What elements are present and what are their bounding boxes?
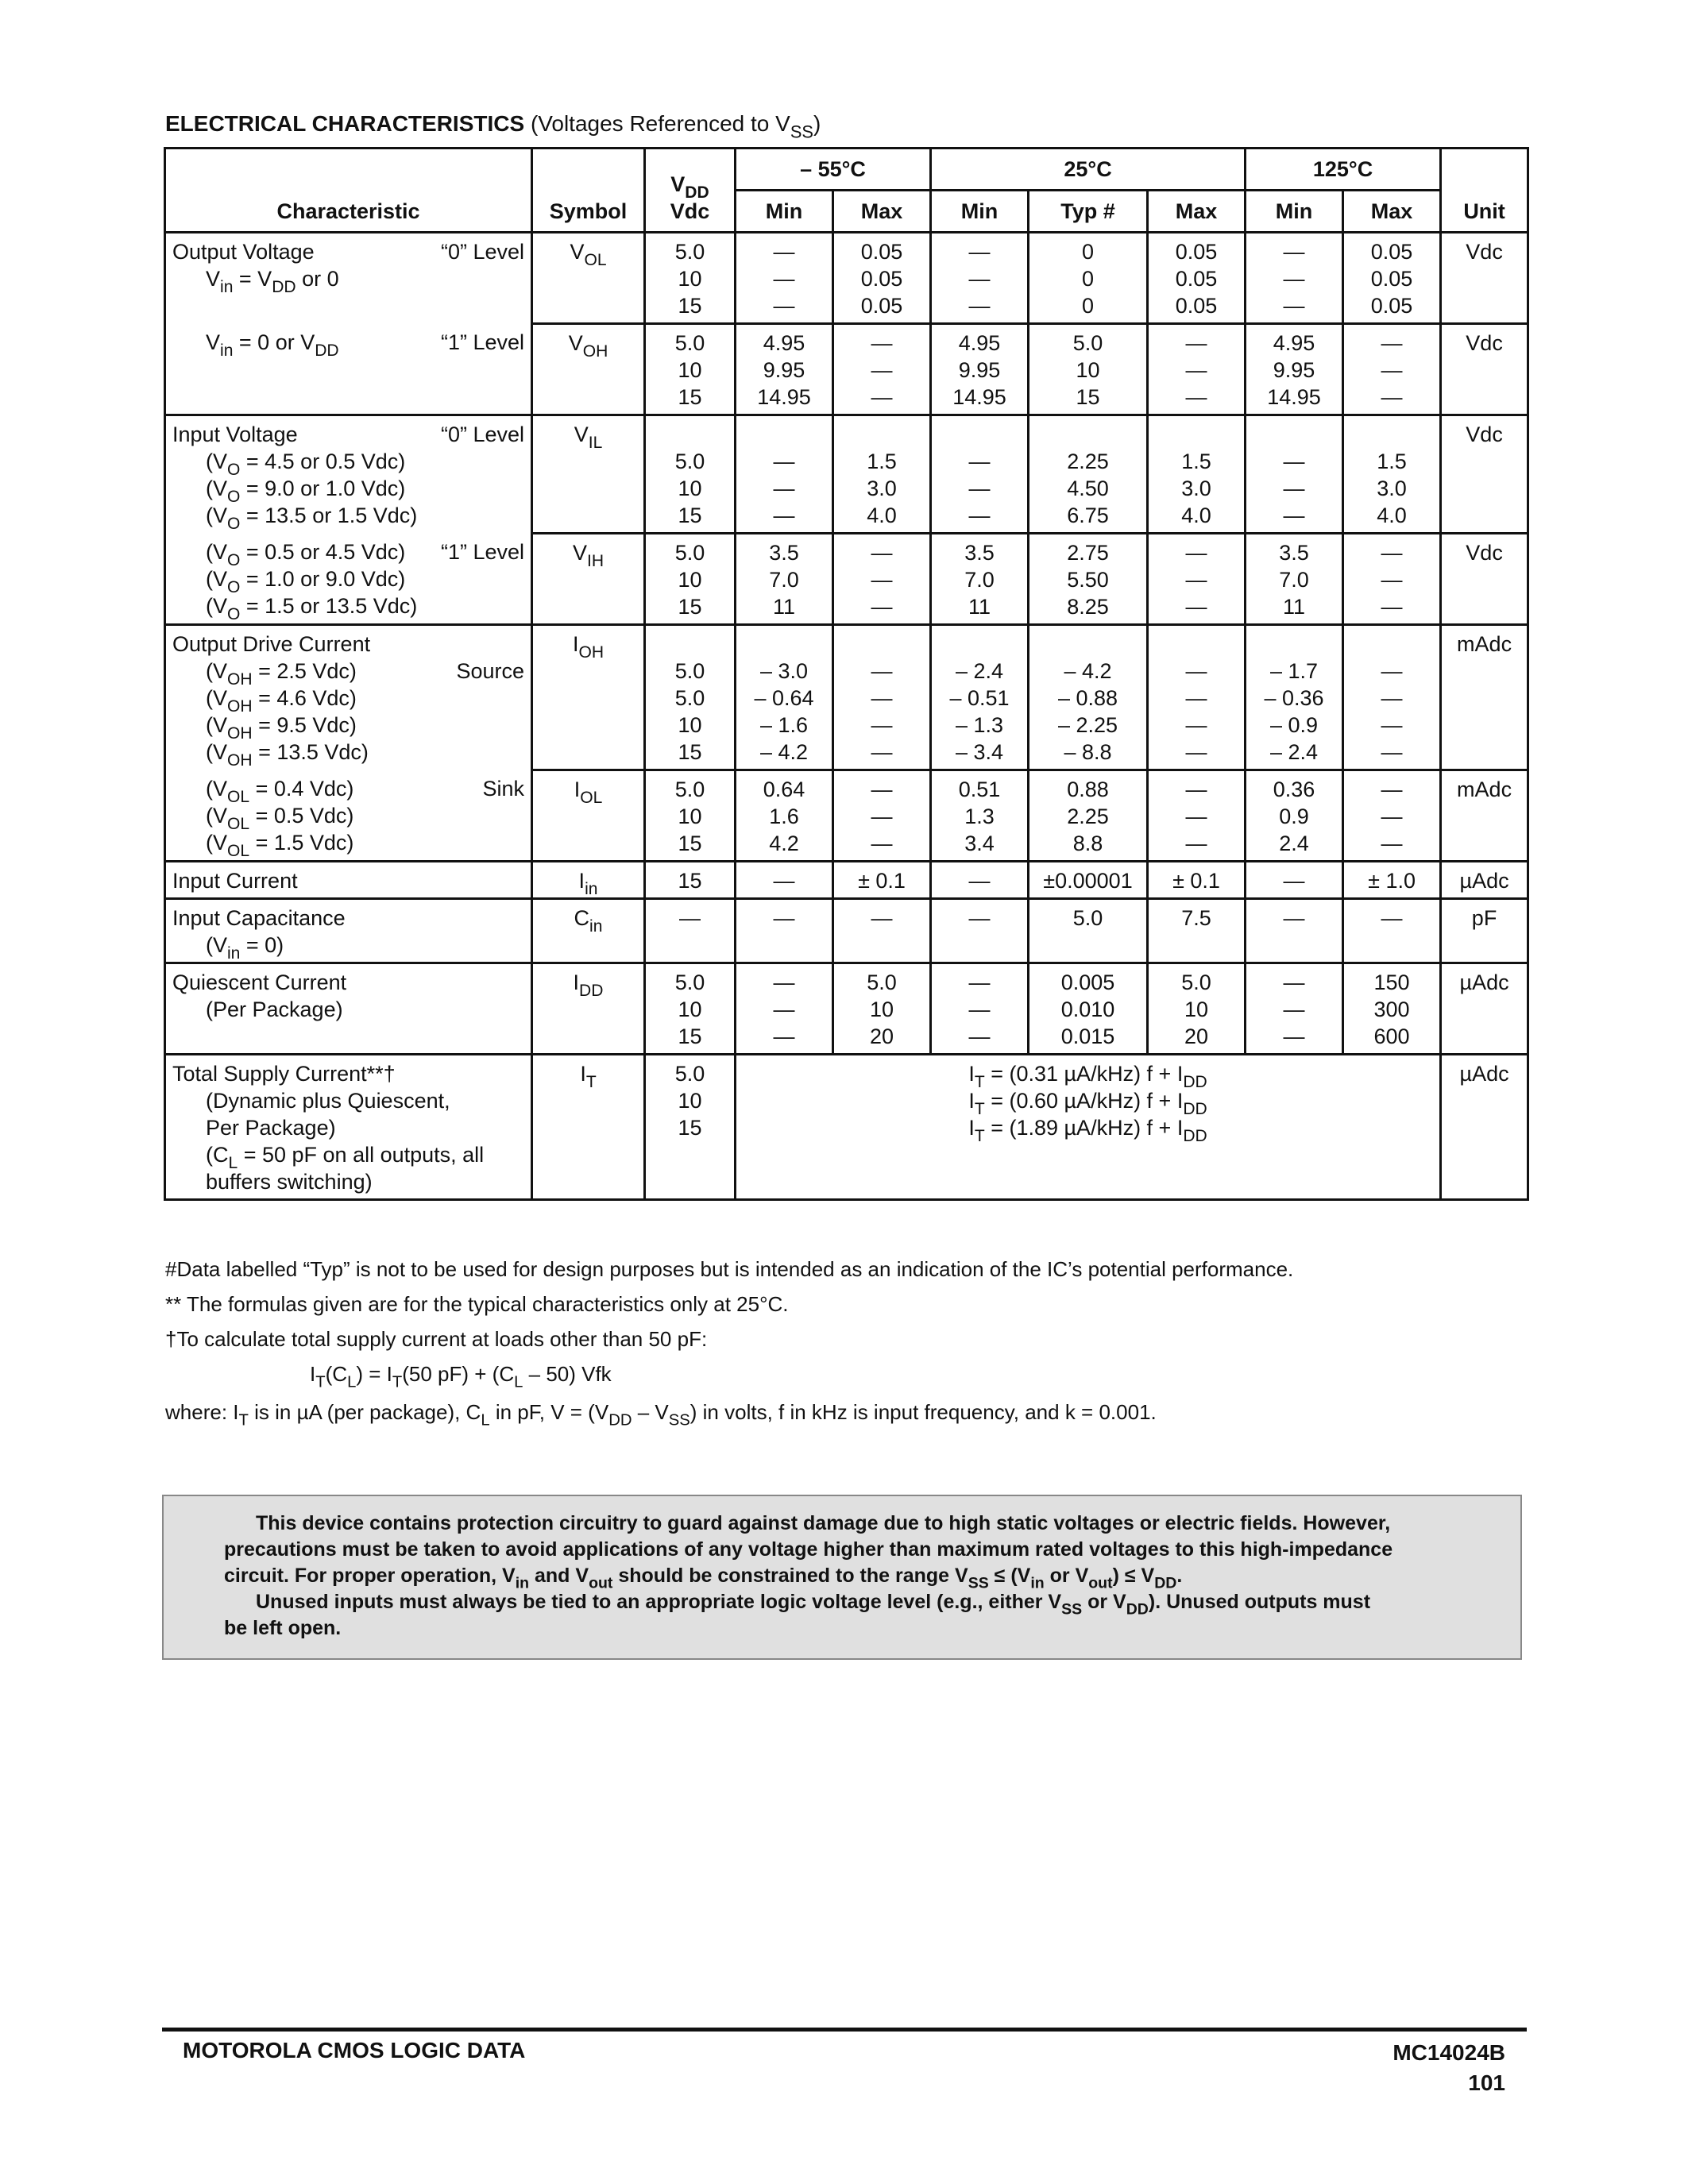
- header-vdd: $V_{DD}$ Vdc: [645, 149, 736, 233]
- value-cell: — — —: [931, 233, 1029, 324]
- row-label: Quiescent Current (Per Package): [165, 963, 532, 1055]
- value-cell: — — —: [833, 324, 931, 415]
- vdd-cell: 5.0 10 15: [645, 770, 736, 862]
- symbol-cell: $V_{OH}$: [532, 324, 645, 415]
- symbol-cell: $I_{OH}$: [532, 625, 645, 770]
- symbol-cell: $V_{OL}$: [532, 233, 645, 324]
- unit-cell: mAdc: [1441, 625, 1528, 770]
- value-cell: 0.005 0.010 0.015: [1029, 963, 1148, 1055]
- value-cell: – 3.0 – 0.64 – 1.6 – 4.2: [736, 625, 833, 770]
- row-label: Total Supply Current**† (Dynamic plus Quiescent, Per Package) ($C_L = 50$ pF on all outputs, all buffers switching): [165, 1055, 532, 1200]
- value-cell: — — —: [1246, 963, 1343, 1055]
- table-row: [165, 534, 1528, 625]
- header-typ: Typ #: [1029, 191, 1148, 233]
- value-cell: 2.25 4.50 6.75: [1029, 415, 1148, 534]
- value-cell: 4.95 9.95 14.95: [736, 324, 833, 415]
- value-cell: —: [1246, 899, 1343, 963]
- unit-cell: µAdc: [1441, 963, 1528, 1055]
- vdd-cell: —: [645, 899, 736, 963]
- value-cell: 3.5 7.0 11: [931, 534, 1029, 625]
- value-cell: — — — —: [833, 625, 931, 770]
- header-max: Max: [1148, 191, 1246, 233]
- row-label: Input Capacitance $(V_{in} = 0)$: [165, 899, 532, 963]
- value-cell: 7.5: [1148, 899, 1246, 963]
- footnote-equation: $I_T(C_L) = I_T(50$ $pF) + (C_L - 50)$ Vfk: [310, 1362, 612, 1391]
- vdd-cell: 5.0 10 15: [645, 415, 736, 534]
- symbol-cell: $I_{DD}$: [532, 963, 645, 1055]
- value-cell: 0.64 1.6 4.2: [736, 770, 833, 862]
- symbol-cell: $C_{in}$: [532, 899, 645, 963]
- value-cell: — — —: [736, 963, 833, 1055]
- row-label: Input Voltage “0” Level ($V_O = 4.5$ or 0.5 Vdc) ($V_O = 9.0$ or 1.0 Vdc) ($V_O = 13.5$ or 1.5 Vdc): [165, 415, 532, 534]
- value-cell: 1.5 3.0 4.0: [1148, 415, 1246, 534]
- value-cell: 0.88 2.25 8.8: [1029, 770, 1148, 862]
- unit-cell: mAdc: [1441, 770, 1528, 862]
- value-cell: 0.51 1.3 3.4: [931, 770, 1029, 862]
- value-cell: — — —: [1343, 324, 1441, 415]
- table-row: [165, 625, 1528, 770]
- table-title: ELECTRICAL CHARACTERISTICS (Voltages Referenced to $V_{SS}$): [165, 111, 821, 142]
- value-cell: — — —: [1148, 770, 1246, 862]
- value-cell: —: [833, 899, 931, 963]
- header-unit: Unit: [1441, 149, 1528, 233]
- table-row: [165, 415, 1528, 534]
- value-cell: 2.75 5.50 8.25: [1029, 534, 1148, 625]
- value-cell: — — —: [833, 770, 931, 862]
- header-temp-minus55: – 55°C: [736, 149, 931, 191]
- value-cell: 4.95 9.95 14.95: [1246, 324, 1343, 415]
- table-row: [165, 233, 1528, 324]
- value-cell: 0.36 0.9 2.4: [1246, 770, 1343, 862]
- value-cell: 0 0 0: [1029, 233, 1148, 324]
- row-label: Output Drive Current ($V_{OH} = 2.5$ Vdc) Source ($V_{OH} = 4.6$ Vdc) ($V_{OH} = 9.5$ Vdc) ($V_{OH} = 13.5$ Vdc): [165, 625, 532, 770]
- header-temp-25: 25°C: [931, 149, 1246, 191]
- handling-warning-box: [162, 1495, 1522, 1660]
- unit-cell: Vdc: [1441, 324, 1528, 415]
- value-cell: ±0.00001: [1029, 862, 1148, 899]
- footnote-where: where: $I_T$ is in µA (per package), $C_L$ in pF, $V = (V_{DD} - V_{SS})$ in volts, f in kHz is input frequency, and k = 0.001.: [165, 1400, 1157, 1430]
- value-cell: — — —: [1148, 324, 1246, 415]
- symbol-cell: $I_T$: [532, 1055, 645, 1200]
- value-cell: — — —: [931, 415, 1029, 534]
- symbol-cell: $V_{IL}$: [532, 415, 645, 534]
- value-cell: — — — —: [1148, 625, 1246, 770]
- symbol-cell: $I_{in}$: [532, 862, 645, 899]
- value-cell: — — — —: [1343, 625, 1441, 770]
- value-cell: 1.5 3.0 4.0: [833, 415, 931, 534]
- unit-cell: µAdc: [1441, 862, 1528, 899]
- value-cell: 5.0 10 20: [833, 963, 931, 1055]
- symbol-cell: $I_{OL}$: [532, 770, 645, 862]
- formula-cell: $I_T = (0.31$ µA/kHz) $f + I_{DD}$ $I_T = (0.60$ µA/kHz) $f + I_{DD}$ $I_T = (1.89$ µA/kHz) $f + I_{DD}$: [736, 1055, 1441, 1200]
- footer-part-number: MC14024B: [1393, 2040, 1505, 2065]
- vdd-cell: 5.0 10 15: [645, 1055, 736, 1200]
- value-cell: — — —: [1246, 415, 1343, 534]
- table-row: [165, 770, 1528, 862]
- footnote-calc: †To calculate total supply current at loads other than 50 pF:: [165, 1327, 708, 1351]
- table-row: [165, 899, 1528, 963]
- value-cell: — — —: [931, 963, 1029, 1055]
- value-cell: — — —: [1343, 770, 1441, 862]
- row-label: Input Current: [165, 862, 532, 899]
- header-max: Max: [1343, 191, 1441, 233]
- row-label: $V_{in} = 0$ or $V_{DD}$ “1” Level: [165, 324, 532, 415]
- footer-part-page: [1393, 2038, 1505, 2098]
- warning-paragraph-1: This device contains protection circuitry to guard against damage due to high static voltages or electric fields. However, precautions must be taken to avoid applications of any voltage higher than maximum rated voltages to this high-impedance circuit. For proper operation, $V_{in}$ and $V_{out}$ should be constrained to the range $V_{SS} \le (V_{in}$ or $V_{out}) \le V_{DD}$.: [224, 1512, 1393, 1592]
- table-row: [165, 324, 1528, 415]
- footnote-formula: ** The formulas given are for the typical characteristics only at 25°C.: [165, 1292, 789, 1316]
- header-min: Min: [931, 191, 1029, 233]
- symbol-cell: $V_{IH}$: [532, 534, 645, 625]
- value-cell: – 1.7 – 0.36 – 0.9 – 2.4: [1246, 625, 1343, 770]
- value-cell: —: [736, 862, 833, 899]
- value-cell: 5.0 10 20: [1148, 963, 1246, 1055]
- value-cell: 0.05 0.05 0.05: [1343, 233, 1441, 324]
- value-cell: 0.05 0.05 0.05: [833, 233, 931, 324]
- unit-cell: pF: [1441, 899, 1528, 963]
- electrical-characteristics-table: [164, 147, 1529, 1201]
- value-cell: ± 1.0: [1343, 862, 1441, 899]
- value-cell: —: [931, 862, 1029, 899]
- vdd-cell: 15: [645, 862, 736, 899]
- table-row: [165, 862, 1528, 899]
- vdd-cell: 5.0 10 15: [645, 233, 736, 324]
- value-cell: 4.95 9.95 14.95: [931, 324, 1029, 415]
- value-cell: —: [1246, 862, 1343, 899]
- unit-cell: Vdc: [1441, 415, 1528, 534]
- value-cell: —: [1343, 899, 1441, 963]
- value-cell: — — —: [1246, 233, 1343, 324]
- value-cell: 3.5 7.0 11: [1246, 534, 1343, 625]
- header-max: Max: [833, 191, 931, 233]
- value-cell: – 4.2 – 0.88 – 2.25 – 8.8: [1029, 625, 1148, 770]
- unit-cell: Vdc: [1441, 233, 1528, 324]
- header-characteristic: Characteristic: [165, 149, 532, 233]
- value-cell: —: [736, 899, 833, 963]
- vdd-cell: 5.0 10 15: [645, 534, 736, 625]
- row-label: ($V_{OL} = 0.4$ Vdc) Sink ($V_{OL} = 0.5$ Vdc) ($V_{OL} = 1.5$ Vdc): [165, 770, 532, 862]
- value-cell: — — —: [736, 415, 833, 534]
- value-cell: — — —: [1343, 534, 1441, 625]
- value-cell: ± 0.1: [1148, 862, 1246, 899]
- row-label: ($V_O = 0.5$ or 4.5 Vdc) “1” Level ($V_O = 1.0$ or 9.0 Vdc) ($V_O = 1.5$ or 13.5 Vdc): [165, 534, 532, 625]
- value-cell: 5.0 10 15: [1029, 324, 1148, 415]
- value-cell: — — —: [1148, 534, 1246, 625]
- warning-paragraph-2: Unused inputs must always be tied to an appropriate logic voltage level (e.g., either $V_{SS}$ or $V_{DD}$). Unused outputs must be left open.: [224, 1591, 1371, 1639]
- value-cell: – 2.4 – 0.51 – 1.3 – 3.4: [931, 625, 1029, 770]
- unit-cell: Vdc: [1441, 534, 1528, 625]
- footer-divider: [162, 2028, 1527, 2032]
- header-symbol: Symbol: [532, 149, 645, 233]
- table-row: [165, 963, 1528, 1055]
- unit-cell: µAdc: [1441, 1055, 1528, 1200]
- footer-page-number: 101: [1468, 2070, 1505, 2095]
- value-cell: 3.5 7.0 11: [736, 534, 833, 625]
- header-min: Min: [736, 191, 833, 233]
- value-cell: 5.0: [1029, 899, 1148, 963]
- header-min: Min: [1246, 191, 1343, 233]
- value-cell: 1.5 3.0 4.0: [1343, 415, 1441, 534]
- value-cell: —: [931, 899, 1029, 963]
- value-cell: ± 0.1: [833, 862, 931, 899]
- footnote-typ: #Data labelled “Typ” is not to be used for design purposes but is intended as an indication of the IC’s potential performance.: [165, 1257, 1294, 1281]
- value-cell: — — —: [833, 534, 931, 625]
- vdd-cell: 5.0 10 15: [645, 324, 736, 415]
- footer-publication: MOTOROLA CMOS LOGIC DATA: [183, 2038, 526, 2062]
- table-row: [165, 1055, 1528, 1200]
- value-cell: 0.05 0.05 0.05: [1148, 233, 1246, 324]
- vdd-cell: 5.0 5.0 10 15: [645, 625, 736, 770]
- value-cell: 150 300 600: [1343, 963, 1441, 1055]
- value-cell: — — —: [736, 233, 833, 324]
- row-label: Output Voltage “0” Level $V_{in} = V_{DD}$ or 0: [165, 233, 532, 324]
- vdd-cell: 5.0 10 15: [645, 963, 736, 1055]
- header-temp-125: 125°C: [1246, 149, 1441, 191]
